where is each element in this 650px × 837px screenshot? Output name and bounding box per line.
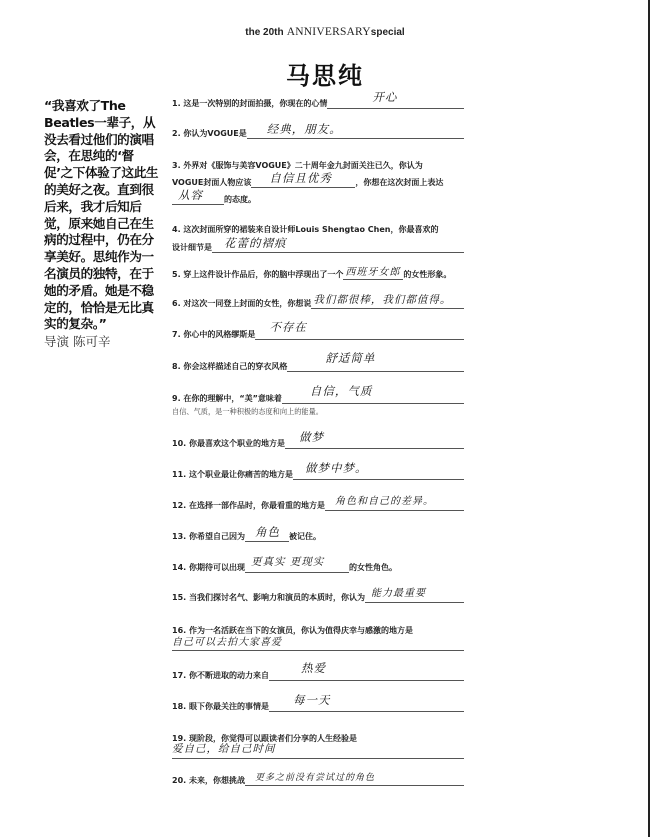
- handwritten-answer: 花蕾的褶痕: [224, 236, 287, 250]
- page-title: 马思纯: [286, 61, 364, 90]
- question-label: 5. 穿上这件设计作品后，你的脑中浮现出了一个: [172, 270, 344, 279]
- question-label: 2. 你认为VOGUE是: [172, 129, 247, 138]
- header-prefix: the 20th: [245, 27, 284, 38]
- answer-line: [172, 636, 464, 651]
- handwritten-answer-2: 从容: [178, 188, 203, 202]
- header-suffix: special: [370, 27, 405, 38]
- handwritten-answer: 自己可以去拍大家喜爱: [172, 637, 282, 648]
- answer-line: [327, 90, 464, 109]
- question-6: [172, 294, 464, 309]
- answer-line: [247, 122, 464, 139]
- question-14: [172, 556, 464, 573]
- handwritten-answer: 我们都很棒，我们都值得。: [313, 294, 452, 306]
- question-20: [172, 774, 464, 786]
- question-label: 1. 这是一次特别的封面拍摄，你现在的心情: [172, 99, 328, 108]
- question-label: 11. 这个职业最让你痛苦的地方是: [172, 470, 293, 479]
- question-label-2: 的女性角色。: [348, 563, 397, 572]
- question-label-2: 设计细节是: [172, 243, 212, 252]
- question-label: 13. 你希望自己因为: [172, 532, 245, 541]
- handwritten-answer: 角色和自己的差异。: [334, 496, 434, 507]
- question-15: [172, 588, 464, 603]
- quote-credit: 导演 陈可辛: [44, 334, 111, 350]
- handwritten-answer: 能力最重要: [370, 588, 426, 599]
- question-label: 10. 你最喜欢这个职业的地方是: [172, 439, 285, 448]
- question-label-2: VOGUE封面人物应该: [172, 178, 252, 187]
- question-label: 6. 对这次一同登上封面的女性，你想说: [172, 299, 312, 308]
- question-label: 15. 当我们探讨名气、影响力和演员的本质时，你认为: [172, 593, 365, 602]
- handwritten-answer: 角色: [254, 525, 280, 539]
- question-label: 20. 未来，你想挑战: [172, 776, 245, 785]
- handwritten-answer: 每一天: [292, 693, 331, 707]
- question-2: [172, 122, 464, 139]
- answer-line: [245, 556, 349, 573]
- answer-line: [212, 236, 464, 253]
- handwritten-answer: 舒适简单: [325, 351, 376, 365]
- answer-line: [269, 693, 464, 712]
- answer-line: [287, 351, 464, 372]
- question-label: 4. 这次封面所穿的裙装来自设计师Louis Shengtao Chen，你最喜欢的: [172, 225, 439, 234]
- handwritten-answer: 开心: [372, 90, 398, 104]
- question-1: [172, 90, 464, 109]
- quote-text: “我喜欢了The Beatles一辈子，从没去看过他们的演唱会，在思纯的‘督促’之下体验了这此生的美好之夜。直到很后来，我才后知后觉，原来她自己在生病的过程中，仍在分享美好。思纯作为一名演员的独特，在于她的矛盾。她是不稳定的，恰恰是无比真实的复杂。”: [44, 98, 159, 332]
- header-anniversary: ANNIVERSARY: [286, 26, 371, 38]
- question-4: [172, 223, 464, 253]
- answer-line: [325, 496, 464, 511]
- anniversary-header: [0, 26, 650, 38]
- question-label: 14. 你期待可以出现: [172, 563, 245, 572]
- pull-quote: [44, 98, 162, 351]
- question-18: [172, 693, 464, 712]
- handwritten-answer: 爱自己，给自己时间: [172, 743, 276, 755]
- answer-line-2: [172, 188, 224, 205]
- answer-line: [365, 588, 464, 603]
- handwritten-answer: 热爱: [300, 661, 326, 675]
- handwritten-answer: 西班牙女郎: [345, 267, 401, 278]
- answer-line: [255, 320, 464, 340]
- question-label: 9. 在你的理解中，“美”意味着: [172, 394, 282, 403]
- question-17: [172, 661, 464, 681]
- answer-line: [293, 461, 464, 480]
- question-16: [172, 624, 464, 651]
- answer-note: 自信、气质，是一种积极的态度和向上的能量。: [172, 407, 323, 416]
- handwritten-answer: 更真实 更现实: [250, 556, 325, 568]
- handwritten-answer: 经典，朋友。: [266, 122, 342, 136]
- answer-line: [269, 661, 464, 681]
- question-13: [172, 525, 464, 542]
- question-label: 17. 你不断进取的动力来自: [172, 671, 269, 680]
- question-label-2: 的女性形象。: [403, 270, 452, 279]
- handwritten-answer: 不存在: [269, 320, 307, 334]
- question-label: 3. 外界对《服饰与美容VOGUE》二十周年金九封面关注已久，你认为: [172, 161, 423, 170]
- question-label-3: ，你想在这次封面上表达: [355, 178, 444, 187]
- question-12: [172, 496, 464, 511]
- question-3: [172, 159, 464, 205]
- question-8: [172, 351, 464, 372]
- answer-line: [245, 525, 289, 542]
- answer-line: [311, 294, 464, 309]
- question-11: [172, 461, 464, 480]
- question-10: [172, 430, 464, 449]
- question-label: 18. 眼下你最关注的事情是: [172, 702, 269, 711]
- answer-line: [245, 774, 464, 786]
- handwritten-answer: 做梦中梦。: [304, 461, 368, 475]
- answer-line: [172, 744, 464, 759]
- handwritten-answer: 自信且优秀: [269, 171, 332, 185]
- answer-line: [282, 384, 464, 404]
- question-label: 16. 作为一名活跃在当下的女演员，你认为值得庆幸与感激的地方是: [172, 626, 413, 635]
- handwritten-answer: 自信，气质: [309, 384, 373, 398]
- question-label: 8. 你会这样描述自己的穿衣风格: [172, 362, 288, 371]
- answer-line: [251, 171, 355, 188]
- question-5: [172, 268, 464, 280]
- question-19: [172, 732, 464, 759]
- question-label-2: 被记住。: [288, 532, 321, 541]
- handwritten-answer: 更多之前没有尝试过的角色: [254, 773, 375, 783]
- answer-line: [285, 430, 464, 449]
- question-label: 12. 在选择一部作品时，你最看重的地方是: [172, 501, 325, 510]
- answer-line: [343, 268, 403, 280]
- question-label-4: 的态度。: [224, 195, 256, 204]
- handwritten-answer: 做梦: [298, 430, 324, 444]
- question-label: 7. 你心中的风格缪斯是: [172, 330, 256, 339]
- question-9: [172, 384, 464, 417]
- question-7: [172, 320, 464, 340]
- question-label: 19. 现阶段，你觉得可以跟读者们分享的人生经验是: [172, 734, 357, 743]
